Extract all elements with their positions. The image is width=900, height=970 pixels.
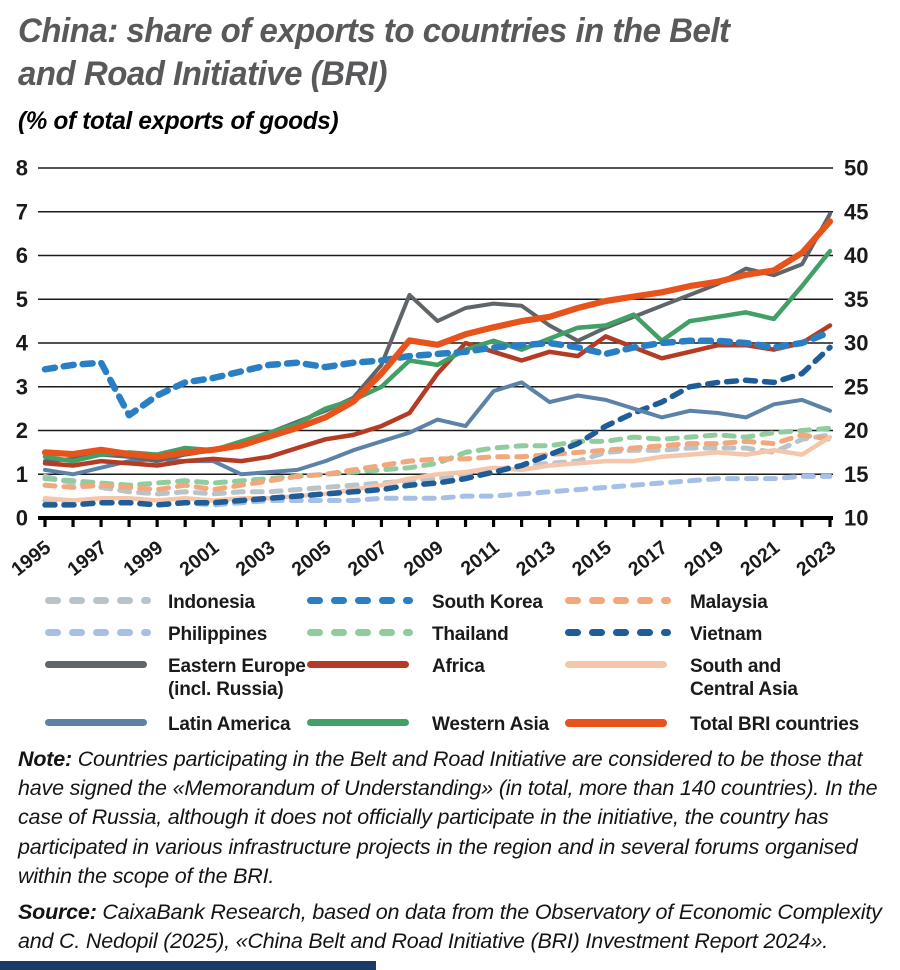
source-text — [18, 898, 882, 956]
legend-label-indonesia: Indonesia — [168, 592, 255, 613]
legend-dash — [379, 629, 395, 636]
x-tick-label: 2009 — [399, 536, 448, 581]
legend-dash — [117, 597, 133, 604]
legend-dash — [45, 597, 61, 604]
legend-dash — [403, 629, 413, 636]
legend-dash — [117, 629, 133, 636]
legend-dash — [637, 597, 653, 604]
legend-dash — [355, 629, 371, 636]
left-axis-tick-label: 1 — [15, 461, 28, 487]
chart-legend — [0, 592, 900, 746]
legend-dash — [565, 597, 581, 604]
x-tick-label: 2019 — [680, 536, 728, 581]
legend-dash — [93, 597, 109, 604]
legend-dash — [613, 597, 629, 604]
x-tick-label: 2001 — [175, 536, 224, 581]
left-axis-tick-label: 5 — [15, 286, 28, 312]
right-axis-tick-label: 20 — [844, 418, 869, 443]
legend-dash — [661, 597, 671, 604]
legend-swatch-latin-america — [45, 719, 155, 726]
series-line-eastern-europe-incl-russia — [45, 214, 830, 461]
source-label: Source: — [18, 900, 97, 924]
x-tick-label: 1999 — [119, 536, 168, 581]
legend-swatch-malaysia — [565, 597, 677, 604]
legend-dash — [69, 597, 85, 604]
legend-swatch-africa — [307, 661, 419, 668]
right-axis-tick-label: 30 — [844, 330, 869, 356]
x-tick-label: 2017 — [624, 536, 672, 581]
legend-swatch-eastern-europe-incl-russia — [45, 661, 155, 668]
left-axis-tick-label: 4 — [15, 330, 28, 356]
legend-dash — [613, 629, 629, 636]
legend-dash — [93, 629, 109, 636]
legend-swatch-philippines — [45, 629, 155, 636]
chart-title-line2: and Road Initiative (BRI) — [18, 55, 388, 94]
source-body: CaixaBank Research, based on data from the Observatory of Economic Complexity and C. Nedopil (2025), «China Belt and Road Initiative (BRI) Investment Report 2024». — [18, 900, 882, 954]
legend-line — [565, 661, 667, 668]
right-axis-tick-label: 10 — [844, 505, 869, 531]
left-axis-tick-label: 3 — [15, 374, 28, 400]
x-tick-label: 2005 — [287, 536, 336, 581]
legend-label-africa: Africa — [432, 656, 485, 677]
legend-dash — [403, 597, 413, 604]
x-tick-label: 1997 — [63, 536, 112, 581]
legend-label-western-asia: Western Asia — [432, 714, 549, 735]
legend-line — [45, 719, 147, 726]
chart-title — [18, 10, 844, 96]
left-axis-tick-label: 2 — [15, 418, 28, 443]
legend-swatch-total-bri-countries — [565, 719, 677, 727]
chart-subtitle: (% of total exports of goods) — [18, 107, 339, 135]
note-label: Note: — [18, 747, 72, 771]
legend-line — [307, 661, 409, 668]
legend-line — [565, 719, 667, 727]
legend-label-total-bri-countries: Total BRI countries — [690, 714, 859, 735]
left-axis-tick-label: 8 — [15, 155, 28, 181]
legend-label-south-korea: South Korea — [432, 592, 543, 613]
note-text — [18, 745, 882, 891]
legend-swatch-south-and-central-asia — [565, 661, 677, 668]
legend-swatch-indonesia — [45, 597, 155, 604]
line-chart — [0, 148, 900, 593]
legend-dash — [307, 597, 323, 604]
right-axis-tick-label: 45 — [844, 199, 869, 225]
legend-dash — [45, 629, 61, 636]
legend-swatch-south-korea — [307, 597, 419, 604]
legend-dash — [379, 597, 395, 604]
x-tick-label: 2003 — [231, 536, 280, 581]
legend-label-vietnam: Vietnam — [690, 624, 763, 645]
legend-dash — [355, 597, 371, 604]
legend-dash — [661, 629, 671, 636]
legend-dash — [141, 629, 151, 636]
legend-swatch-western-asia — [307, 719, 419, 726]
legend-dash — [69, 629, 85, 636]
legend-label-philippines: Philippines — [168, 624, 268, 645]
right-axis-tick-label: 40 — [844, 243, 869, 268]
x-tick-label: 2015 — [568, 536, 616, 581]
legend-dash — [565, 629, 581, 636]
right-axis-tick-label: 15 — [844, 461, 869, 487]
footer-accent-bar — [0, 961, 376, 970]
note-body: Countries participating in the Belt and Road Initiative are considered to be those that have signed the «Memorandum of Understanding» (in total, more than 140 countries). In the case of Russia, although it does not officially participate in the initiative, the country has participated in various infrastructure projects in the region and in several forums organised within the scope of the BRI. — [18, 747, 878, 888]
right-axis-tick-label: 35 — [844, 286, 869, 312]
x-tick-label: 2013 — [511, 536, 560, 581]
left-axis-tick-label: 0 — [15, 505, 28, 531]
legend-swatch-vietnam — [565, 629, 677, 636]
legend-label-eastern-europe-incl-russia: Eastern Europe (incl. Russia) — [168, 656, 306, 700]
x-tick-label: 2021 — [736, 536, 785, 581]
legend-line — [45, 661, 147, 668]
legend-label-malaysia: Malaysia — [690, 592, 768, 613]
legend-swatch-thailand — [307, 629, 419, 636]
legend-dash — [331, 597, 347, 604]
x-tick-label: 2023 — [792, 536, 841, 581]
x-tick-label: 1995 — [7, 536, 56, 581]
left-axis-tick-label: 7 — [15, 199, 28, 225]
legend-dash — [589, 629, 605, 636]
legend-label-latin-america: Latin America — [168, 714, 291, 735]
legend-dash — [637, 629, 653, 636]
legend-label-south-and-central-asia: South and Central Asia — [690, 656, 798, 700]
legend-line — [307, 719, 409, 726]
right-axis-tick-label: 50 — [844, 155, 869, 181]
legend-dash — [307, 629, 323, 636]
x-tick-label: 2007 — [343, 536, 392, 581]
legend-dash — [141, 597, 151, 604]
right-axis-tick-label: 25 — [844, 374, 869, 400]
chart-title-line1: China: share of exports to countries in the Belt — [18, 12, 730, 50]
legend-dash — [331, 629, 347, 636]
left-axis-tick-label: 6 — [15, 243, 28, 268]
legend-label-thailand: Thailand — [432, 624, 509, 645]
x-tick-label: 2011 — [456, 536, 504, 580]
legend-dash — [589, 597, 605, 604]
